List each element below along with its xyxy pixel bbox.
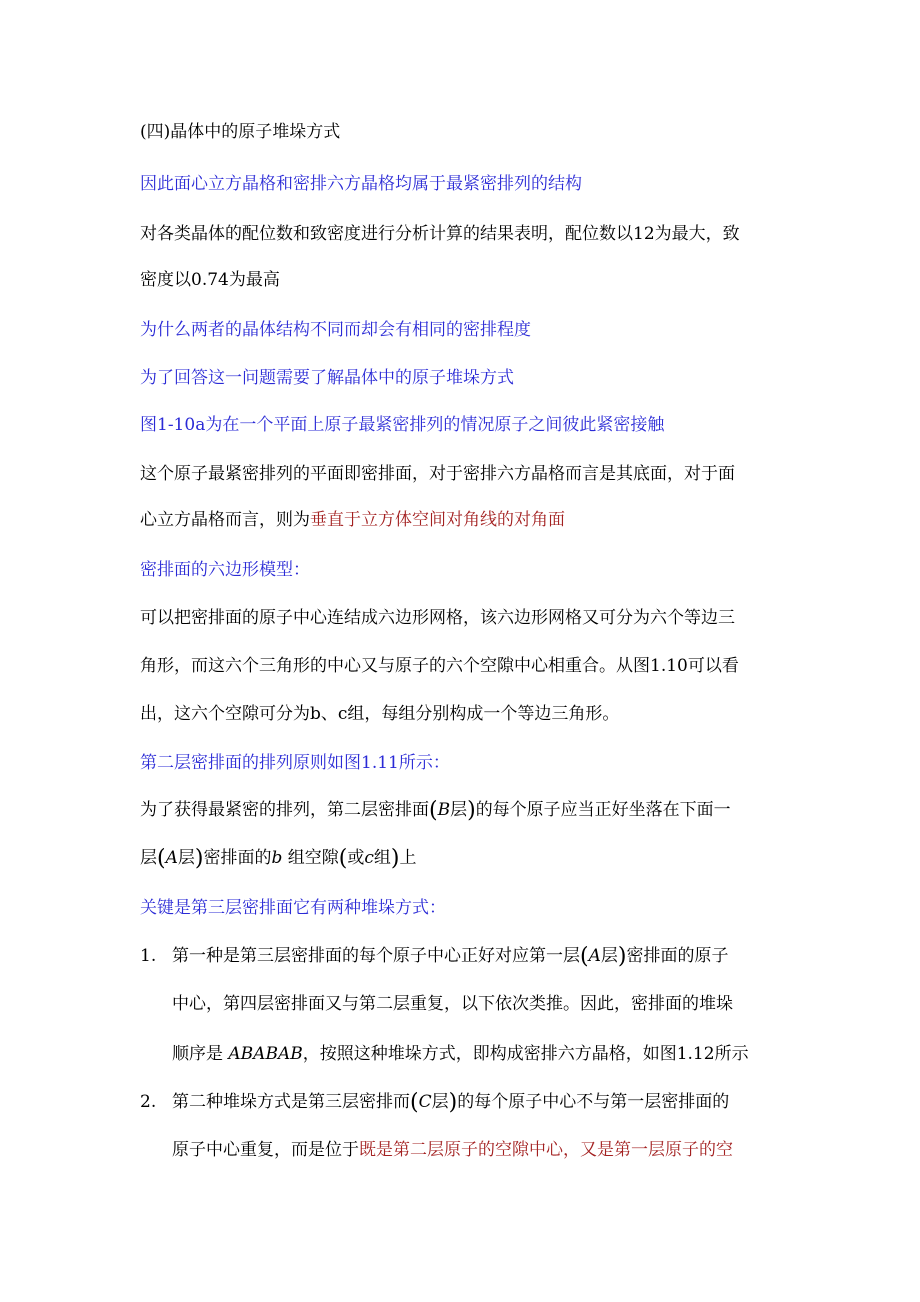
paragraph-figure-1-10a: 图1-10a为在一个平面上原子最紧密排列的情况原子之间彼此紧密接触 <box>140 415 665 435</box>
list-item-1-line1: 第一种是第三层密排面的每个原子中心正好对应第一层(A层)密排面的原子 <box>172 944 729 969</box>
paragraph-answer-intro: 为了回答这一问题需要了解晶体中的原子堆垛方式 <box>140 368 514 388</box>
paragraph-hexagon-line3: 出，这六个空隙可分为b、c组，每组分别构成一个等边三角形。 <box>140 704 620 724</box>
text-run: 组 <box>373 848 391 868</box>
paragraph-hexagon-line1: 可以把密排面的原子中心连结成六边形网格，该六边形网格又可分为六个等边三 <box>140 608 735 628</box>
text-run: ，按照这种堆垛方式，即构成密排六方晶格，如图1.12所示 <box>302 1044 749 1064</box>
text-run: 为了获得最紧密的排列，第二层密排面 <box>140 800 429 820</box>
paragraph-second-layer-title: 第二层密排面的排列原则如图1.11所示： <box>140 753 450 773</box>
text-run: 心立方晶格而言，则为 <box>140 510 310 530</box>
list-item-1-line2: 中心，第四层密排面又与第二层重复，以下依次类推。因此，密排面的堆垛 <box>172 994 733 1014</box>
text-run: 层 <box>450 800 468 820</box>
text-run: 或 <box>347 848 365 868</box>
heading-text: (四)晶体中的原子堆垛方式 <box>140 122 341 142</box>
paragraph-hexagon-model-title: 密排面的六边形模型： <box>140 560 310 580</box>
highlighted-text: 垂直于立方体空间对角线的对角面 <box>310 510 565 530</box>
text-run: 密排面的原子 <box>626 946 729 966</box>
text-run: 上 <box>399 848 417 868</box>
math-letter: A <box>588 946 601 966</box>
list-item-2-number: 2. <box>140 1092 157 1112</box>
text-run: 的每个原子应当正好坐落在下面一 <box>475 800 731 820</box>
text-run: 密排面的 <box>203 848 272 868</box>
text-run: 第二种堆垛方式是第三层密排而 <box>172 1092 410 1112</box>
text-run: 第一种是第三层密排面的每个原子中心正好对应第一层 <box>172 946 580 966</box>
text-run: 的每个原子中心不与第一层密排面的 <box>457 1092 730 1112</box>
math-letter: A <box>165 848 178 868</box>
paragraph-fcc-hcp: 因此面心立方晶格和密排六方晶格均属于最紧密排列的结构 <box>140 174 582 194</box>
paragraph-close-packed-line1: 这个原子最紧密排列的平面即密排面，对于密排六方晶格而言是其底面，对于面 <box>140 464 735 484</box>
paragraph-second-layer-line2: 层(A层)密排面的b 组空隙(或c组)上 <box>140 846 417 871</box>
text-run: 层 <box>177 848 195 868</box>
paragraph-third-layer-title: 关键是第三层密排面它有两种堆垛方式： <box>140 898 446 918</box>
text-run: 组空隙 <box>282 848 339 868</box>
highlighted-text: 既是第二层原子的空隙中心，又是第一层原子的空 <box>359 1140 733 1160</box>
paragraph-coordination-line2: 密度以0.74为最高 <box>140 270 280 290</box>
text-run: 层 <box>431 1092 449 1112</box>
math-letter: B <box>437 800 451 820</box>
list-item-1-line3 <box>172 1042 792 1066</box>
list-item-2-line1: 第二种堆垛方式是第三层密排而(C层)的每个原子中心不与第一层密排面的 <box>172 1090 730 1115</box>
text-run: 顺序是 <box>172 1044 229 1064</box>
stacking-sequence: ABABAB <box>228 1044 303 1064</box>
paragraph-coordination-line1: 对各类晶体的配位数和致密度进行分析计算的结果表明，配位数以12为最大，致 <box>140 224 740 244</box>
text-run: 层 <box>600 946 618 966</box>
list-item-2-line2 <box>172 1138 792 1162</box>
text-run: 层 <box>140 848 157 868</box>
paragraph-hexagon-line2: 角形，而这六个三角形的中心又与原子的六个空隙中心相重合。从图1.10可以看 <box>140 656 739 676</box>
paragraph-question: 为什么两者的晶体结构不同而却会有相同的密排程度 <box>140 320 531 340</box>
list-item-1-number: 1. <box>140 946 157 966</box>
section-heading <box>140 120 790 144</box>
text-run: 原子中心重复，而是位于 <box>172 1140 359 1160</box>
math-letter: C <box>418 1092 432 1112</box>
math-letter: b <box>271 848 283 868</box>
math-letter: c <box>364 848 374 868</box>
paragraph-close-packed-line2 <box>140 508 790 532</box>
paragraph-second-layer-line1: 为了获得最紧密的排列，第二层密排面(B层)的每个原子应当正好坐落在下面一 <box>140 798 731 823</box>
